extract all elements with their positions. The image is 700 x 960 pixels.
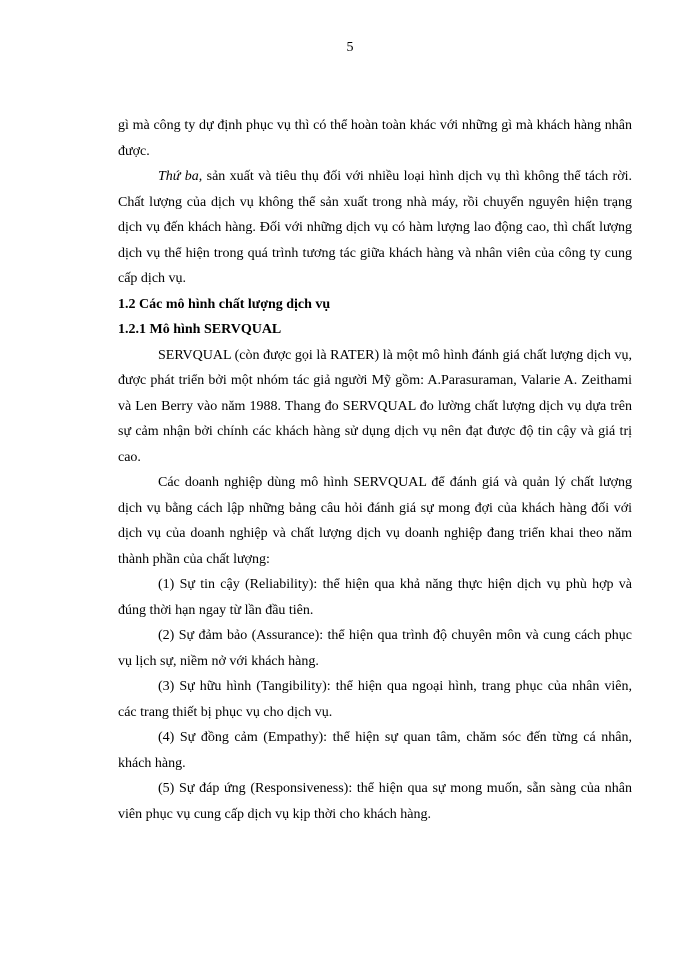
page-number: 5 <box>346 40 354 55</box>
paragraph-continuation: gì mà công ty dự định phục vụ thì có thể hoàn toàn khác với những gì mà khách hàng nhân được. <box>118 118 632 159</box>
list-item-reliability: (1) Sự tin cậy (Reliability): thể hiện qua khả năng thực hiện dịch vụ phù hợp và đúng thời hạn ngay từ lần đầu tiên. <box>118 577 632 618</box>
paragraph-servqual-usage: Các doanh nghiệp dùng mô hình SERVQUAL để đánh giá và quản lý chất lượng dịch vụ bằng cách lập những bảng câu hỏi đánh giá sự mong đợi của khách hàng đối với dịch vụ của doanh nghiệp và chất lượng dịch vụ doanh nghiệp đang triển khai theo năm thành phần của chất lượng: <box>118 475 632 567</box>
list-item-responsiveness: (5) Sự đáp ứng (Responsiveness): thể hiện qua sự mong muốn, sẵn sàng của nhân viên phục vụ cung cấp dịch vụ kịp thời cho khách hàng. <box>118 781 632 822</box>
paragraph-lead-italic: Thứ ba <box>158 169 199 184</box>
list-item-tangibility: (3) Sự hữu hình (Tangibility): thể hiện qua ngoại hình, trang phục của nhân viên, các trang thiết bị phục vụ cho dịch vụ. <box>118 679 632 720</box>
section-heading-1-2-1: 1.2.1 Mô hình SERVQUAL <box>118 322 282 337</box>
paragraph-thu-ba <box>118 164 632 292</box>
section-heading-1-2: 1.2 Các mô hình chất lượng dịch vụ <box>118 296 331 312</box>
list-item-assurance: (2) Sự đảm bảo (Assurance): thể hiện qua trình độ chuyên môn và cung cách phục vụ lịch sự, niềm nở với khách hàng. <box>118 628 632 669</box>
paragraph-text: , sản xuất và tiêu thụ đối với nhiều loại hình dịch vụ thì không thể tách rời. Chất lượng của dịch vụ không thể sản xuất trong nhà máy, rồi chuyển nguyên hiện trạng dịch vụ đến khách hàng. Đối với những dịch vụ có hàm lượng lao động cao, thì chất lượng dịch vụ thể hiện trong quá trình tương tác giữa khách hàng và nhân viên của công ty cung cấp dịch vụ. <box>118 169 633 286</box>
page-body <box>118 113 632 827</box>
list-item-empathy: (4) Sự đồng cảm (Empathy): thể hiện sự quan tâm, chăm sóc đến từng cá nhân, khách hàng. <box>118 730 632 771</box>
paragraph-servqual-intro: SERVQUAL (còn được gọi là RATER) là một mô hình đánh giá chất lượng dịch vụ, được phát triển bởi một nhóm tác giả người Mỹ gồm: A.Parasuraman, Valarie A. Zeithami và Len Berry vào năm 1988. Thang đo SERVQUAL đo lường chất lượng dịch vụ dựa trên sự cảm nhận bởi chính các khách hàng sử dụng dịch vụ nên đạt được độ tin cậy và giá trị cao. <box>118 347 632 465</box>
